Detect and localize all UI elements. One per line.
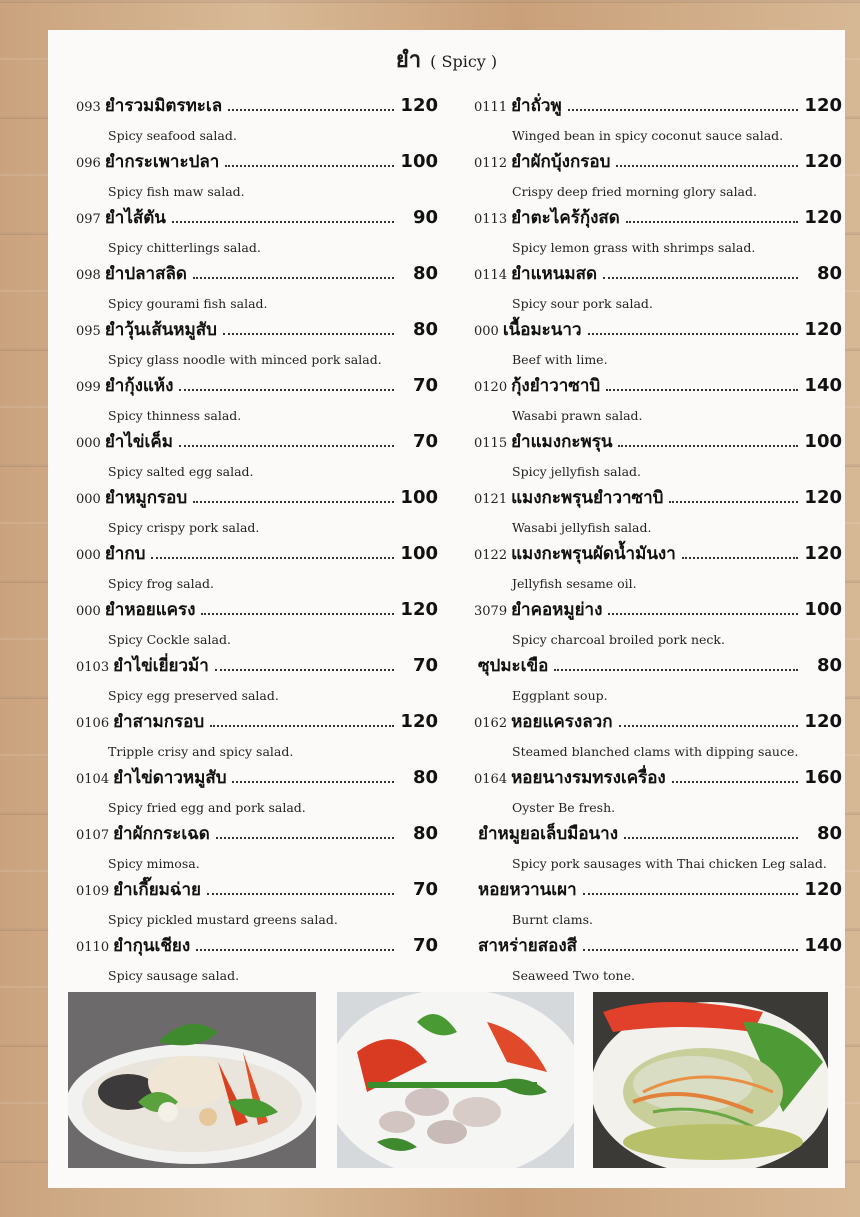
menu-item [474,764,842,820]
seafood-salad-photo [68,992,316,1168]
item-price: 80 [816,823,842,844]
menu-panel [48,30,845,1188]
menu-item [474,596,842,652]
item-english-description: Spicy sour pork salad. [512,296,653,311]
item-code: 0115 [474,436,508,451]
dot-leader [225,165,394,167]
dot-leader [216,837,394,839]
dot-leader [172,221,394,223]
item-price: 120 [804,543,842,564]
item-thai-name: ยำคอหมูย่าง [511,600,603,620]
item-code: 0111 [474,100,508,115]
menu-item [76,540,438,596]
item-code: 000 [76,436,101,451]
item-english-description: Spicy jellyfish salad. [512,464,641,479]
dot-leader [215,669,394,671]
title-english: ( Spicy ) [430,52,498,71]
item-price: 140 [804,375,842,396]
menu-item-row [474,876,842,904]
item-english-description: Wasabi prawn salad. [512,408,643,423]
item-thai-name: ยำหมูยอเล็บมือนาง [478,824,618,844]
menu-item-row [76,540,438,568]
item-price: 70 [412,655,438,676]
menu-item [474,652,842,708]
item-english-description: Spicy frog salad. [108,576,214,591]
menu-item-row [474,764,842,792]
dot-leader [603,277,798,279]
item-thai-name: ยำแหนมสด [511,264,598,284]
menu-item-row [474,932,842,960]
dot-leader [619,725,799,727]
item-code: 000 [474,324,499,339]
item-price: 120 [804,319,842,340]
item-thai-name: ยำไข่เยี่ยวม้า [113,656,209,676]
item-code: 0110 [76,940,110,955]
item-code: 0113 [474,212,508,227]
menu-item [474,820,842,876]
item-code: 0112 [474,156,508,171]
item-code: 0106 [76,716,110,731]
menu-item-row [76,428,438,456]
dot-leader [669,501,798,503]
menu-item-row [474,428,842,456]
item-english-description: Spicy Cockle salad. [108,632,231,647]
menu-item-row [474,148,842,176]
item-code: 000 [76,604,101,619]
item-thai-name: ยำกุนเชียง [113,936,191,956]
item-english-description: Spicy egg preserved salad. [108,688,279,703]
dot-leader [207,893,394,895]
menu-item-row [76,596,438,624]
menu-item-row [474,204,842,232]
item-price: 80 [816,655,842,676]
item-code: 0122 [474,548,508,563]
item-english-description: Spicy charcoal broiled pork neck. [512,632,725,647]
item-code: 093 [76,100,101,115]
dot-leader [151,557,394,559]
item-thai-name: ยำเกี๊ยมฉ่าย [113,880,201,900]
menu-item [76,820,438,876]
menu-item-row [474,820,842,848]
item-code: 000 [76,548,101,563]
item-thai-name: ยำหมูกรอบ [104,488,188,508]
menu-item-row [76,204,438,232]
menu-item-row [474,540,842,568]
dot-leader [606,389,798,391]
item-english-description: Winged bean in spicy coconut sauce salad. [512,128,784,143]
item-price: 90 [412,207,438,228]
dot-leader [193,277,394,279]
item-english-description: Spicy fish maw salad. [108,184,245,199]
menu-item-row [76,484,438,512]
item-thai-name: ยำกุ้งแห้ง [104,376,174,396]
dot-leader [626,221,798,223]
menu-item-row [76,372,438,400]
menu-item-row [76,260,438,288]
item-price: 70 [412,935,438,956]
item-english-description: Spicy pork sausages with Thai chicken Leg salad. [512,856,827,871]
item-thai-name: ยำตะไคร้กุ้งสด [511,208,620,228]
dot-leader [568,109,798,111]
item-thai-name: ยำไข่ดาวหมูสับ [113,768,227,788]
item-thai-name: ยำไข่เค็ม [104,432,173,452]
item-thai-name: ยำถั่วพู [511,96,562,116]
item-thai-name: แมงกะพรุนยำวาซาบิ [511,488,664,508]
item-english-description: Steamed blanched clams with dipping sauce. [512,744,799,759]
menu-item-row [474,316,842,344]
item-english-description: Spicy seafood salad. [108,128,237,143]
item-code: 0120 [474,380,508,395]
menu-item-row [76,932,438,960]
item-price: 120 [804,487,842,508]
menu-item [474,204,842,260]
photo-strip [68,992,828,1168]
item-code: 098 [76,268,101,283]
item-price: 120 [804,711,842,732]
menu-item [474,932,842,988]
item-english-description: Crispy deep fried morning glory salad. [512,184,757,199]
item-price: 120 [804,207,842,228]
item-code: 0109 [76,884,110,899]
menu-item [474,260,842,316]
item-price: 80 [412,823,438,844]
item-price: 140 [804,935,842,956]
item-price: 120 [804,95,842,116]
dot-leader [228,109,394,111]
dot-leader [672,781,798,783]
item-price: 120 [400,711,438,732]
item-price: 80 [412,263,438,284]
menu-item-row [474,260,842,288]
menu-item [474,484,842,540]
item-thai-name: ยำไส้ตัน [104,208,166,228]
menu-item [76,764,438,820]
menu-item-row [76,148,438,176]
item-price: 160 [804,767,842,788]
item-thai-name: หอยหวานเผา [478,880,577,900]
menu-item-row [474,708,842,736]
menu-item-row [76,652,438,680]
item-code: 0107 [76,828,110,843]
menu-column-right [474,92,842,988]
item-english-description: Spicy crispy pork salad. [108,520,260,535]
menu-item [76,204,438,260]
dot-leader [682,557,798,559]
item-price: 70 [412,431,438,452]
menu-item [76,372,438,428]
item-thai-name: แมงกะพรุนผัดน้ำมันงา [511,544,676,564]
dot-leader [583,893,798,895]
menu-item [76,652,438,708]
item-price: 120 [400,599,438,620]
item-price: 100 [400,151,438,172]
item-thai-name: ยำปลาสลิด [104,264,187,284]
item-english-description: Jellyfish sesame oil. [512,576,637,591]
dot-leader [554,669,798,671]
menu-item [474,92,842,148]
menu-item-row [76,92,438,120]
menu-item-row [76,316,438,344]
menu-item-row [76,764,438,792]
dot-leader [588,333,798,335]
item-code: 0164 [474,772,508,787]
item-english-description: Burnt clams. [512,912,593,927]
dot-leader [179,445,394,447]
item-thai-name: ยำกระเพาะปลา [104,152,220,172]
item-code: 0121 [474,492,508,507]
dot-leader [616,165,798,167]
item-thai-name: กุ้งยำวาซาบิ [511,376,601,396]
menu-item-row [76,708,438,736]
item-code: 000 [76,492,101,507]
dot-leader [223,333,394,335]
item-code: 3079 [474,604,508,619]
menu-item-row [76,876,438,904]
item-english-description: Wasabi jellyfish salad. [512,520,652,535]
menu-item-row [474,652,842,680]
item-english-description: Tripple crisy and spicy salad. [108,744,294,759]
item-code: 097 [76,212,101,227]
item-thai-name: หอยแครงลวก [511,712,613,732]
item-price: 100 [400,543,438,564]
item-thai-name: ยำสามกรอบ [113,712,205,732]
menu-item [76,316,438,372]
item-thai-name: ยำแมงกะพรุน [511,432,613,452]
item-thai-name: ยำหอยแครง [104,600,196,620]
item-thai-name: หอยนางรมทรงเครื่อง [511,768,666,788]
dot-leader [201,613,394,615]
item-english-description: Spicy fried egg and pork salad. [108,800,306,815]
item-price: 70 [412,375,438,396]
item-english-description: Spicy lemon grass with shrimps salad. [512,240,756,255]
page-title [48,42,845,77]
item-english-description: Eggplant soup. [512,688,608,703]
item-english-description: Spicy salted egg salad. [108,464,254,479]
item-code: 099 [76,380,101,395]
item-thai-name: ซุปมะเขือ [478,656,549,676]
item-english-description: Spicy mimosa. [108,856,200,871]
item-code: 0114 [474,268,508,283]
item-code: 0162 [474,716,508,731]
menu-item [474,428,842,484]
item-price: 100 [804,599,842,620]
menu-column-left [76,92,438,988]
menu-item-row [76,820,438,848]
dot-leader [608,613,798,615]
menu-item [474,540,842,596]
item-price: 100 [804,431,842,452]
menu-item [76,92,438,148]
item-code: 095 [76,324,101,339]
item-price: 80 [816,263,842,284]
item-english-description: Spicy sausage salad. [108,968,240,983]
menu-item [474,876,842,932]
item-price: 70 [412,879,438,900]
item-english-description: Spicy thinness salad. [108,408,242,423]
dot-leader [232,781,394,783]
menu-item [474,148,842,204]
item-thai-name: ยำผักกระเฉด [113,824,210,844]
jellyfish-salad-photo [593,992,828,1168]
item-thai-name: ยำกบ [104,544,146,564]
item-price: 80 [412,767,438,788]
menu-item [76,260,438,316]
menu-item [76,484,438,540]
item-thai-name: สาหร่ายสองสี [478,936,578,956]
item-code: 0104 [76,772,110,787]
item-thai-name: ยำผักบุ้งกรอบ [511,152,611,172]
item-thai-name: ยำรวมมิตรทะเล [104,96,223,116]
item-price: 80 [412,319,438,340]
dot-leader [624,837,798,839]
item-code: 096 [76,156,101,171]
menu-item-row [474,372,842,400]
item-english-description: Spicy gourami fish salad. [108,296,268,311]
dot-leader [179,389,394,391]
dot-leader [618,445,798,447]
item-thai-name: ยำวุ้นเส้นหมูสับ [104,320,217,340]
item-english-description: Spicy glass noodle with minced pork salad. [108,352,382,367]
item-english-description: Beef with lime. [512,352,608,367]
menu-item [76,932,438,988]
dot-leader [196,949,394,951]
item-price: 120 [400,95,438,116]
item-price: 120 [804,151,842,172]
dot-leader [583,949,798,951]
item-english-description: Seaweed Two tone. [512,968,635,983]
dot-leader [210,725,394,727]
menu-item [76,428,438,484]
item-english-description: Oyster Be fresh. [512,800,616,815]
item-thai-name: เนื้อมะนาว [502,320,582,340]
squid-salad-photo [337,992,574,1168]
menu-item [474,316,842,372]
menu-item-row [474,92,842,120]
item-price: 120 [804,879,842,900]
menu-item-row [474,484,842,512]
menu-item [76,596,438,652]
dot-leader [193,501,394,503]
menu-item [76,148,438,204]
menu-item [474,708,842,764]
item-price: 100 [400,487,438,508]
item-code: 0103 [76,660,110,675]
menu-item [474,372,842,428]
menu-item [76,876,438,932]
item-english-description: Spicy chitterlings salad. [108,240,261,255]
menu-item [76,708,438,764]
item-english-description: Spicy pickled mustard greens salad. [108,912,338,927]
title-thai: ยำ [395,48,422,73]
menu-item-row [474,596,842,624]
